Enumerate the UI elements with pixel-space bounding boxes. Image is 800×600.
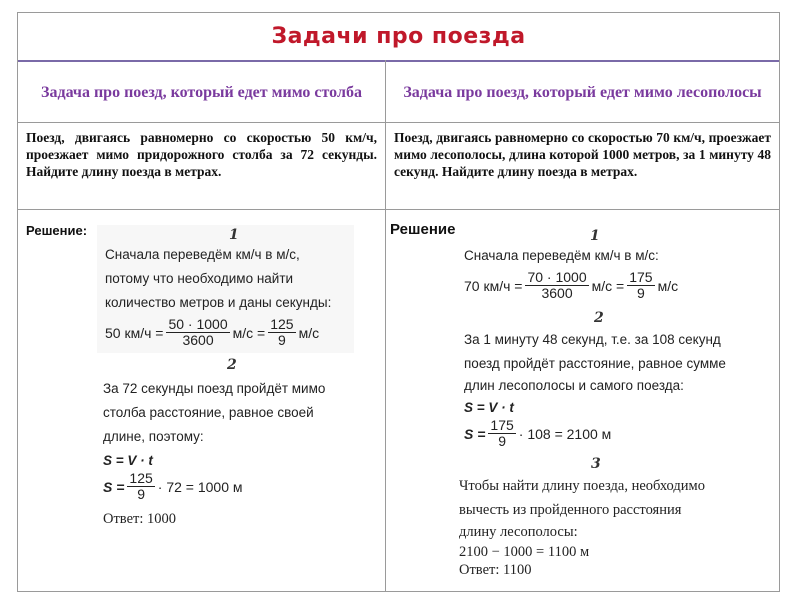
- left-step1-image: [97, 225, 354, 353]
- step-text: количество метров и даны секунды:: [105, 295, 332, 310]
- step-number: 2: [594, 310, 604, 326]
- slide-title: [18, 13, 779, 62]
- step-text: потому что необходимо найти: [105, 271, 294, 286]
- step-text: За 1 минуту 48 секунд, т.е. за 108 секунд: [464, 332, 721, 347]
- step-number: 3: [591, 456, 601, 472]
- calc-text: 2100 − 1000 = 1100 м: [459, 544, 590, 560]
- title-text: Задачи про поезда: [271, 24, 526, 49]
- formula: S = $\frac{125}{9}$ · 72 = 1000 м: [103, 470, 243, 502]
- step-text: За 72 секунды поезд пройдёт мимо: [103, 381, 326, 396]
- answer-text: Ответ: 1100: [459, 562, 532, 578]
- step-text: Сначала переведём км/ч в м/с,: [105, 247, 300, 262]
- right-task-text: Поезд, двигаясь равномерно со скоростью 70 км/ч, проезжает мимо лесополосы, длина которой 1000 метров, за 1 минуту 48 секунд. Найдите длину поезда в метрах.: [394, 130, 771, 179]
- step-text: вычесть из пройденного расстояния: [459, 502, 682, 518]
- formula-svt: S = V · t: [464, 400, 514, 415]
- formula: S = $\frac{175}{9}$ · 108 = 2100 м: [464, 417, 612, 449]
- step-text: столба расстояние, равное своей: [103, 405, 314, 420]
- left-task-text: Поезд, двигаясь равномерно со скоростью 50 км/ч, проезжает мимо придорожного столба за 72 секунды. Найдите длину поезда в метрах.: [26, 130, 377, 179]
- right-step3-image: [455, 458, 732, 578]
- formula-svt: S = V · t: [103, 453, 153, 468]
- left-column-header: Задача про поезд, который едет мимо столба: [41, 83, 362, 101]
- step-text: Чтобы найти длину поезда, необходимо: [459, 478, 705, 494]
- step-text: Сначала переведём км/ч в м/с:: [464, 248, 659, 263]
- step-text: длин лесополосы и самого поезда:: [464, 378, 684, 393]
- step-number: 2: [227, 357, 237, 373]
- answer-text: Ответ: 1000: [103, 511, 176, 527]
- step-text: длину лесополосы:: [459, 524, 578, 540]
- step-text: поезд пройдёт расстояние, равное сумме: [464, 356, 726, 371]
- formula: 50 км/ч = $\frac{50 \cdot 1000}{3600}$ м/с = $\frac{125}{9}$ м/с: [105, 316, 320, 348]
- right-step1-2-image: [458, 226, 730, 457]
- left-solution-label: Решение:: [26, 223, 88, 238]
- step-number: 1: [590, 228, 600, 244]
- right-solution-label: Решение: [390, 221, 456, 238]
- step-text: длине, поэтому:: [103, 429, 204, 444]
- left-step2-image: [95, 357, 361, 535]
- step-number: 1: [229, 227, 239, 243]
- right-column-header: Задача про поезд, который едет мимо лесополосы: [403, 83, 762, 101]
- formula: 70 км/ч = $\frac{70 \cdot 1000}{3600}$ м/с = $\frac{175}{9}$ м/с: [464, 269, 679, 301]
